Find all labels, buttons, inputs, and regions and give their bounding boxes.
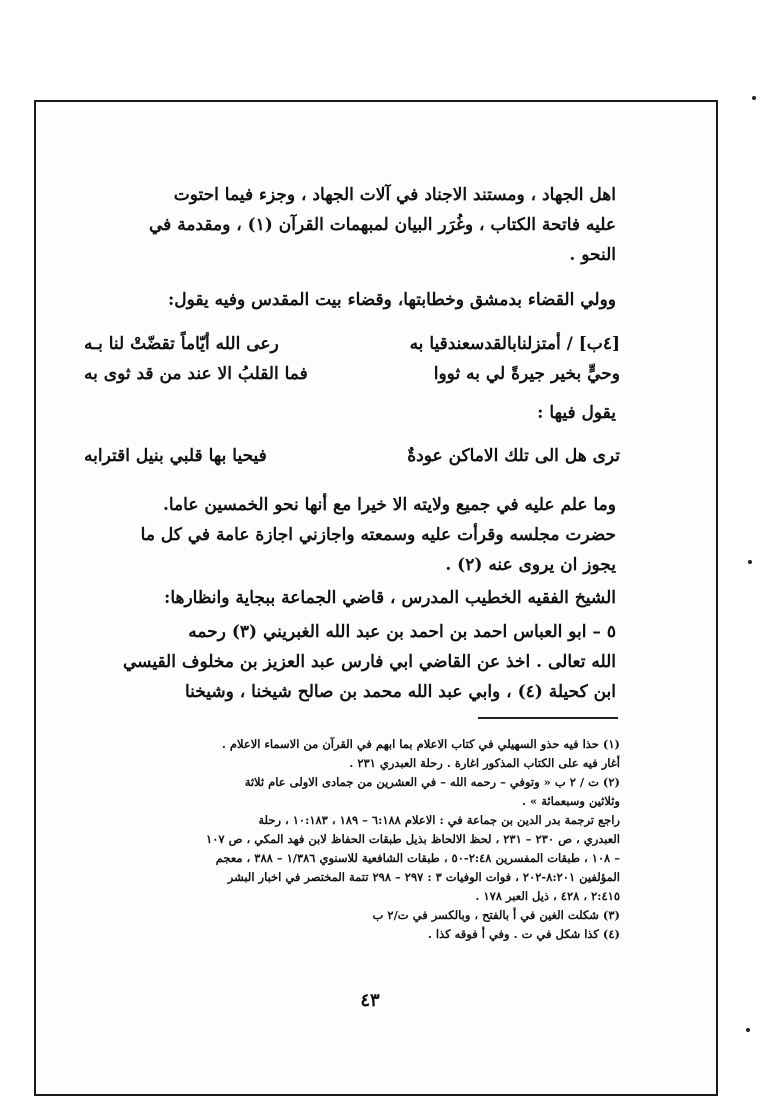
footnote-line: – ١٠٨ ، طبقات المفسرين ٢:٤٨-٥٠ ، طبقات الشافعية للاسنوي ١/٣٨٦ – ٣٨٨ ، معجم <box>215 851 620 865</box>
footnote-line: ٢:٤١٥ ، ٤٢٨ ، ذيل العبر ١٧٨ . <box>475 889 620 903</box>
paragraph-biography-5 <box>84 617 616 707</box>
text-line: اهل الجهاد ، ومستند الاجناد في آلات الجهاد ، وجزء فيما احتوت <box>173 185 616 205</box>
footnote-line: (٣) شكلت الغين في أ بالفتح ، وبالكسر في ت/٢ ب <box>372 908 620 922</box>
footnote-divider <box>478 717 618 719</box>
scan-speck <box>752 96 756 100</box>
verse-hemistich-text: أمتزلنابالقدسعندقيا به <box>409 334 561 354</box>
text-line: يجوز ان يروى عنه (٢) . <box>445 555 616 575</box>
scan-speck <box>748 560 752 564</box>
page-number: ٤٣ <box>360 990 380 1011</box>
text-line: الشيخ الفقيه الخطيب المدرس ، قاضي الجماعة ببجاية وانظارها: <box>164 588 616 608</box>
scan-speck <box>746 1028 750 1032</box>
text-line: وولي القضاء بدمشق وخطابتها، وقضاء بيت المقدس وفيه يقول: <box>168 290 616 310</box>
verse-line-3 <box>84 442 620 470</box>
verse-hemistich-left: فيحيا بها قلبي بنيل اقترابه <box>84 446 267 466</box>
verse-line-2 <box>84 360 620 388</box>
verse-hemistich-left: فما القلبُ الا عند من قد ثوى به <box>84 364 308 384</box>
footnote-line: (١) حذا فيه حذو السهيلي في كتاب الاعلام بما ابهم في القرآن من الاسماء الاعلام . <box>221 737 620 751</box>
paragraph-judgeship <box>84 285 616 315</box>
verse-hemistich-right <box>410 330 620 358</box>
verse-hemistich-right: وحيٍّ بخير جيرةً لي به ثووا <box>433 364 620 384</box>
text-line: حضرت مجلسه وقرأت عليه وسمعته واجازني اجازة عامة في كل ما <box>140 525 616 545</box>
text-line: النحو . <box>569 245 616 265</box>
text-line: عليه فاتحة الكتاب ، وغُرَر البيان لمبهمات القرآن (١) ، ومقدمة في <box>149 215 616 235</box>
text-line: وما علم عليه في جميع ولايته الا خيرا مع أنها نحو الخمسين عاما. <box>162 495 616 515</box>
text-line: ٥ – ابو العباس احمد بن احمد بن عبد الله الغبريني (٣) رحمه <box>188 622 616 642</box>
section-heading <box>84 583 616 613</box>
footnote-line: وثلاثين وسبعمائة » . <box>522 794 620 808</box>
footnotes <box>88 735 620 944</box>
footnote-line: العبدري ، ص ٢٣٠ – ٢٣١ ، لحظ الالحاظ بذيل طبقات الحفاظ لابن فهد المكي ، ص ١٠٧ <box>206 832 620 846</box>
paragraph-works <box>84 180 616 270</box>
verse-hemistich-left: رعى الله أيّاماً تقضّتْ لنا بـه <box>84 334 279 354</box>
text-line: ابن كحيلة (٤) ، وابي عبد الله محمد بن صالح شيخنا ، وشيخنا <box>184 682 616 702</box>
text-line: يقول فيها : <box>537 403 616 423</box>
footnote-line: راجع ترجمة بدر الدين بن جماعة في : الاعلام ٦:١٨٨ – ١٨٩ ، ١٠:١٨٣ ، رحلة <box>258 813 620 827</box>
manuscript-folio-marker: [٤ب] / <box>566 334 620 354</box>
verse-line-1 <box>84 330 620 358</box>
footnote-line: (٤) كذا شكل في ت . وفي أ فوقه كذا . <box>427 927 620 941</box>
footnote-line: المؤلفين ٨:٢٠١-٢٠٢ ، فوات الوفيات ٣ : ٢٩٧ – ٢٩٨ تتمة المختصر في اخبار البشر <box>227 870 620 884</box>
footnote-line: أغار فيه على الكتاب المذكور اغارة . رحلة العبدري ٢٣١ . <box>349 756 620 770</box>
paragraph-conduct <box>84 490 616 580</box>
footnote-line: (٢) ت / ٢ ب « وتوفي – رحمه الله – في العشرين من جمادى الاولى عام ثلاثة <box>244 775 620 789</box>
verse-hemistich-right: ترى هل الى تلك الاماكن عودةٌ <box>407 446 620 466</box>
verse-intro <box>84 398 616 428</box>
text-line: الله تعالى . اخذ عن القاضي ابي فارس عبد العزيز بن مخلوف القيسي <box>122 652 616 672</box>
